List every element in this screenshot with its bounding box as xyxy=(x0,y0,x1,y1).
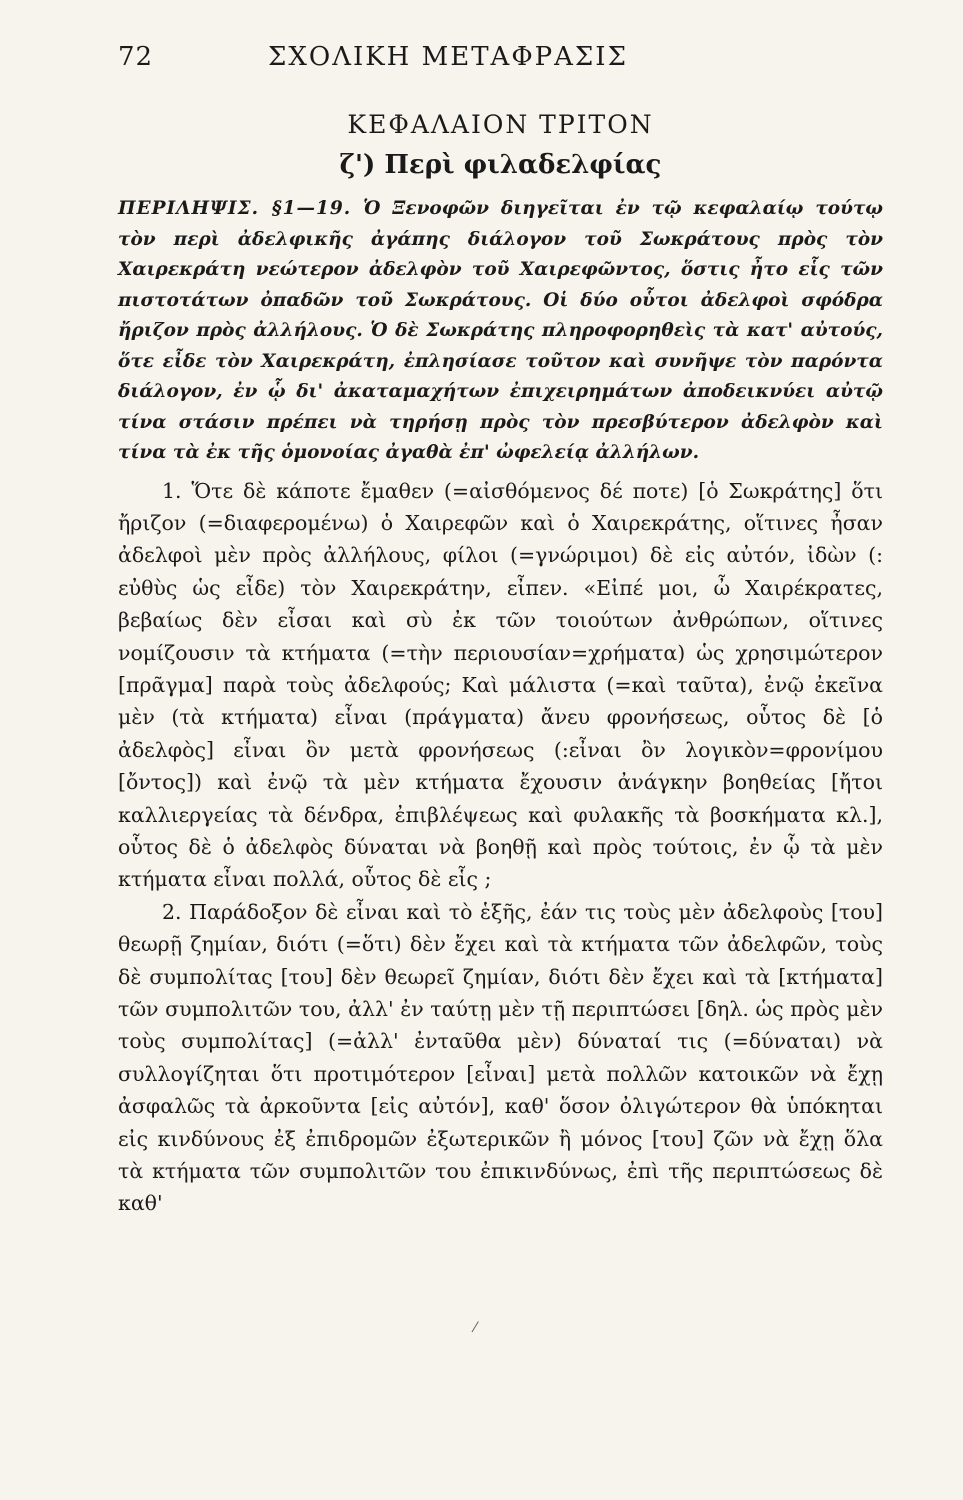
paragraph-2 xyxy=(118,896,883,1220)
paragraph-number: 2. xyxy=(162,899,182,924)
paragraph-1 xyxy=(118,475,883,896)
body-text xyxy=(118,475,883,1220)
pen-mark-icon: ⁄ xyxy=(474,1320,477,1336)
summary-text: Ὁ Ξενοφῶν διηγεῖται ἐν τῷ κεφαλαίῳ τούτῳ τὸν περὶ ἀδελφικῆς ἀγάπης διάλογον τοῦ Σωκράτους πρὸς τὸν Χαιρεκράτη νεώτερον ἀδελφὸν τοῦ Χαιρεφῶντος, ὅστις ἦτο εἷς τῶν πιστοτάτων ὀπαδῶν τοῦ Σωκράτους. Οἱ δύο οὗτοι ἀδελφοὶ σφόδρα ἤριζον πρὸς ἀλλήλους. Ὁ δὲ Σωκράτης πληροφορηθεὶς τὰ κατ' αὐτούς, ὅτε εἶδε τὸν Χαιρεκράτη, ἐπλησίασε τοῦτον καὶ συνῆψε τὸν παρόντα διάλογον, ἐν ᾧ δι' ἀκαταμαχήτων ἐπιχειρημάτων ἀποδεικνύει αὐτῷ τίνα στάσιν πρέπει νὰ τηρήσῃ πρὸς τὸν πρεσβύτερον ἀδελφὸν καὶ τίνα τὰ ἐκ τῆς ὁμονοίας ἀγαθὰ ἐπ' ὠφελείᾳ ἀλλήλων. xyxy=(118,198,884,463)
paragraph-text: Ὅτε δὲ κάποτε ἔμαθεν (=αἰσθόμενος δέ ποτε) [ὁ Σωκράτης] ὅτι ἤριζον (=διαφερομένω) ὁ Χαιρεφῶν καὶ ὁ Χαιρεκράτης, οἵτινες ἦσαν ἀδελφοὶ μὲν πρὸς ἀλλήλους, φίλοι (=γνώριμοι) δὲ εἰς αὐτόν, ἰδὼν (: εὐθὺς ὡς εἶδε) τὸν Χαιρεκράτην, εἶπεν. «Εἰπέ μοι, ὦ Χαιρέκρατες, βεβαίως δὲν εἶσαι καὶ σὺ ἐκ τῶν τοιούτων ἀνθρώπων, οἵτινες νομίζουσιν τὰ κτήματα (=τὴν περιουσίαν=χρήματα) ὡς χρησιμώτερον [πρᾶγμα] παρὰ τοὺς ἀδελφούς; Καὶ μάλιστα (=καὶ ταῦτα), ἐνῷ ἐκεῖνα μὲν (τὰ κτήματα) εἶναι (πράγματα) ἄνευ φρονήσεως, οὗτος δὲ [ὁ ἀδελφὸς] εἶναι ὂν μετὰ φρονήσεως (:εἶναι ὂν λογικὸν=φρονίμου [ὄντος]) καὶ ἐνῷ τὰ μὲν κτήματα ἔχουσιν ἀνάγκην βοηθείας [ἤτοι καλλιεργείας τὰ δένδρα, ἐπιβλέψεως καὶ φυλακῆς τὰ βοσκήματα κλ.], οὗτος δὲ ὁ ἀδελφὸς δύναται νὰ βοηθῇ καὶ πρὸς τούτοις, ἐν ᾧ τὰ μὲν κτήματα εἶναι πολλά, οὗτος δὲ εἷς ; xyxy=(118,478,883,892)
summary-label: ΠΕΡΙΛΗΨΙΣ. §1—19. xyxy=(118,198,352,219)
summary xyxy=(118,194,883,469)
paragraph-number: 1. xyxy=(162,478,182,503)
running-title: ΣΧΟΛΙΚΗ ΜΕΤΑΦΡΑΣΙΣ xyxy=(268,42,628,72)
paragraph-text: Παράδοξον δὲ εἶναι καὶ τὸ ἑξῆς, ἐάν τις τοὺς μὲν ἀδελφοὺς [του] θεωρῇ ζημίαν, διότι (=ὅτι) δὲν ἔχει καὶ τὰ κτήματα τῶν ἀδελφῶν, τοὺς δὲ συμπολίτας [του] δὲν θεωρεῖ ζημίαν, διότι δὲν ἔχει καὶ τὰ [κτήματα] τῶν συμπολιτῶν του, ἀλλ' ἐν ταύτῃ μὲν τῇ περιπτώσει [δηλ. ὡς πρὸς μὲν τοὺς συμπολίτας] (=ἀλλ' ἐνταῦθα μὲν) δύναταί τις (=δύναται) νὰ συλλογίζηται ὅτι προτιμότερον [εἶναι] μετὰ πολλῶν κατοικῶν νὰ ἔχῃ ἀσφαλῶς τὰ ἀρκοῦντα [εἰς αὐτόν], καθ' ὅσον ὀλιγώτερον θὰ ὑπόκηται εἰς κινδύνους ἐξ ἐπιδρομῶν ἐξωτερικῶν ἢ μόνος [του] ζῶν νὰ ἔχῃ ὅλα τὰ κτήματα τῶν συμπολιτῶν του ἐπικινδύνως, ἐπὶ τῆς περιπτώσεως δὲ καθ' xyxy=(118,899,883,1216)
chapter-title: ΚΕΦΑΛΑΙΟΝ ΤΡΙΤΟΝ xyxy=(347,110,654,139)
running-head xyxy=(118,42,883,82)
section-title: ζ') Περὶ φιλαδελφίας xyxy=(339,150,662,180)
page-number: 72 xyxy=(118,42,154,72)
